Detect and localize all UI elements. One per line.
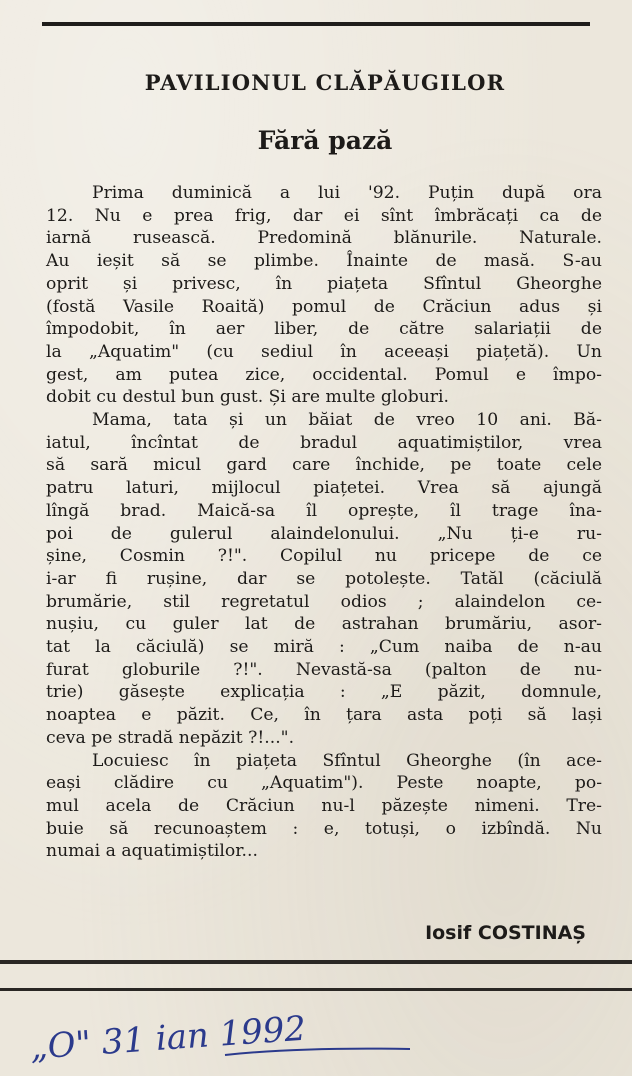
column-title: PAVILIONUL CLĂPĂUGILOR (144, 70, 506, 95)
author-byline: Iosif COSTINAȘ (425, 922, 586, 944)
body-line: 12. Nu e prea frig, dar ei sînt îmbrăcați ca de (46, 205, 602, 226)
body-line: șine, Cosmin ?!". Copilul nu pricepe de ce (46, 546, 602, 567)
article-title: Fără pază (257, 126, 393, 155)
handwritten-date-note (0, 995, 632, 1076)
body-line: tat la căciulă) se miră : „Cum naiba de n-au (46, 637, 602, 658)
body-line: Locuiesc în piațeta Sfîntul Gheorghe (în ace- (92, 750, 602, 771)
bottom-rule-lower (0, 988, 632, 991)
body-line: să sară micul gard care închide, pe toate cele (46, 455, 602, 476)
body-line: nușiu, cu guler lat de astrahan brumăriu, asor- (46, 614, 602, 635)
body-line: i-ar fi rușine, dar se potolește. Tatăl (căciulă (46, 568, 602, 589)
body-line: gest, am putea zice, occidental. Pomul e împo- (46, 364, 602, 385)
body-line: poi de gulerul alaindelonului. „Nu ți-e ru- (46, 523, 602, 544)
body-line: Mama, tata și un băiat de vreo 10 ani. Bă- (92, 410, 602, 431)
body-line: trie) găsește explicația : „E păzit, domnule, (46, 682, 602, 703)
body-line: brumărie, stil regretatul odios ; alaindelon ce- (46, 591, 602, 612)
body-line: iatul, încîntat de bradul aquatimiștilor, vrea (46, 432, 602, 453)
body-line: dobit cu destul bun gust. Și are multe globuri. (46, 387, 449, 408)
body-line: lîngă brad. Maică-sa îl oprește, îl trage îna- (46, 500, 602, 521)
body-line: numai a aquatimiștilor... (46, 841, 258, 862)
handwritten-date-text: „O" 31 ian 1992 (28, 1008, 308, 1068)
body-line: Au ieșit să se plimbe. Înainte de masă. S-au (46, 251, 602, 272)
body-line: împodobit, în aer liber, de către salariații de (46, 319, 602, 340)
body-line: buie să recunoaștem : e, totuși, o izbîndă. Nu (46, 818, 602, 839)
top-rule (42, 22, 590, 26)
body-line: oprit și privesc, în piațeta Sfîntul Gheorghe (46, 273, 602, 294)
bottom-rule-upper (0, 960, 632, 964)
article-body (46, 182, 602, 863)
body-line: eași clădire cu „Aquatim"). Peste noapte, po- (46, 773, 602, 794)
body-line: noaptea e păzit. Ce, în țara asta poți să lași (46, 705, 602, 726)
body-line: ceva pe stradă nepăzit ?!...". (46, 727, 295, 748)
body-line: iarnă rusească. Predomină blănurile. Naturale. (46, 228, 602, 249)
body-line: furat globurile ?!". Nevastă-sa (palton de nu- (46, 659, 602, 680)
body-line: la „Aquatim" (cu sediul în aceeași piațetă). Un (46, 341, 602, 362)
body-line: Prima duminică a lui '92. Puțin după ora (92, 183, 602, 203)
body-line: (fostă Vasile Roaită) pomul de Crăciun adus și (46, 296, 602, 317)
body-line: patru laturi, mijlocul piațetei. Vrea să ajungă (46, 478, 602, 499)
body-line: mul acela de Crăciun nu-l păzește nimeni. Tre- (46, 795, 602, 816)
